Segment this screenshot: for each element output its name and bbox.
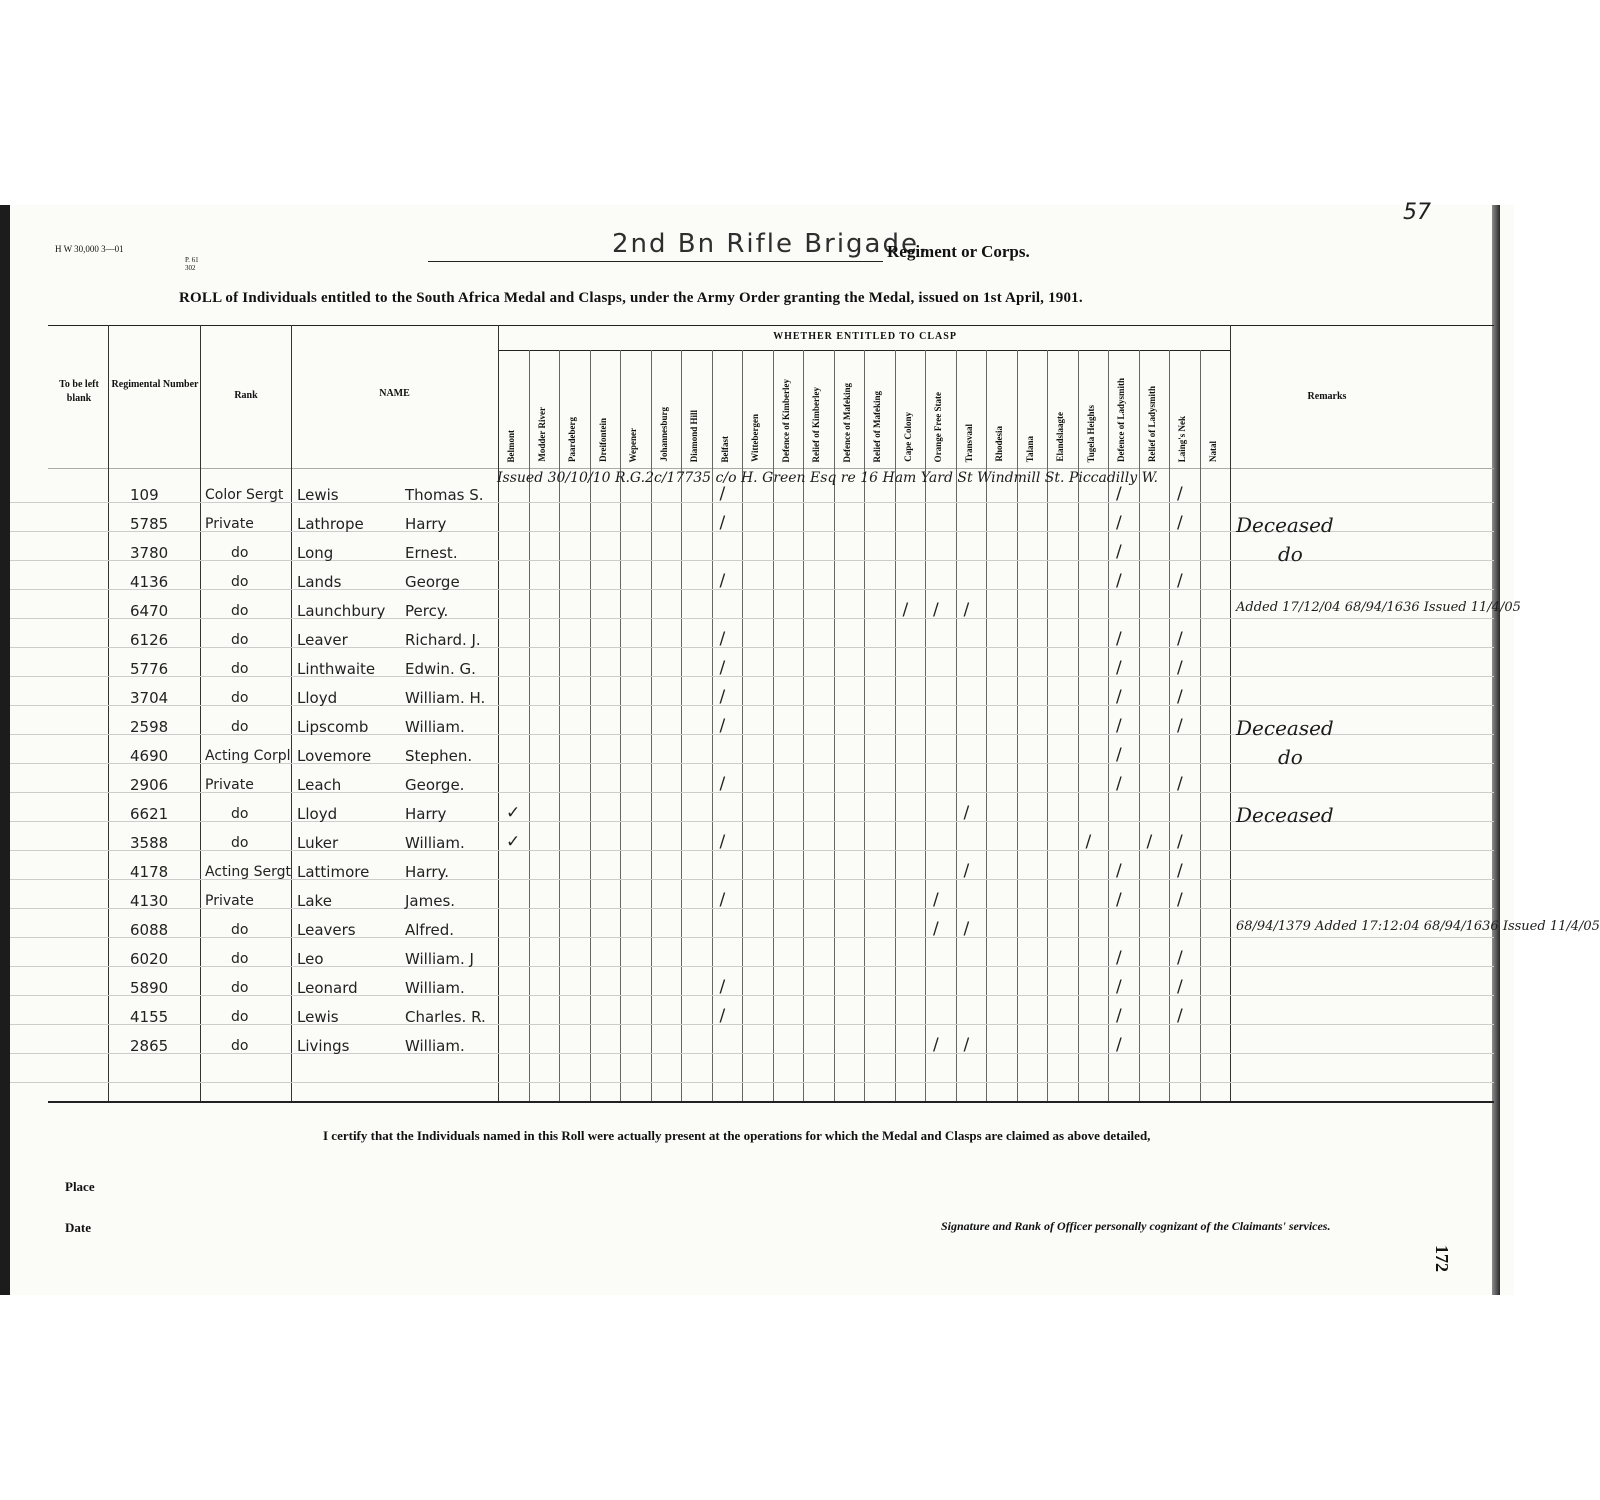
clasp-tick: / xyxy=(1146,832,1153,852)
header-name: NAME xyxy=(379,388,410,399)
rank: do xyxy=(231,603,249,619)
clasp-tick: / xyxy=(933,890,939,910)
clasp-tick: / xyxy=(1177,890,1183,910)
forename: William. xyxy=(405,979,465,997)
regiment-label: Regiment or Corps. xyxy=(887,242,1030,261)
clasp-tick: / xyxy=(1177,861,1183,881)
surname: Lewis xyxy=(297,1008,339,1026)
clasp-divider xyxy=(590,350,591,1101)
surname: Lattimore xyxy=(297,863,370,881)
table-bottom-rule xyxy=(48,1101,1494,1103)
header-bottom-rule xyxy=(48,468,1494,469)
column-divider xyxy=(200,325,201,1101)
regiment-underline xyxy=(428,261,883,262)
clasp-tick: / xyxy=(1177,977,1183,997)
surname: Linthwaite xyxy=(297,660,376,678)
clasp-divider xyxy=(681,350,682,1101)
clasp-tick: / xyxy=(963,861,970,881)
clasp-tick: / xyxy=(719,716,726,736)
clasp-divider xyxy=(773,350,774,1101)
regimental-number: 109 xyxy=(130,486,159,504)
clasp-header-tugela-heights: Tugela Heights xyxy=(1085,404,1096,462)
regimental-number: 6126 xyxy=(130,631,169,649)
clasp-tick: ✓ xyxy=(506,803,521,823)
rank: do xyxy=(231,632,249,648)
clasp-divider xyxy=(956,350,957,1101)
clasp-tick: / xyxy=(1177,948,1183,968)
clasp-divider xyxy=(895,350,896,1101)
surname: Luker xyxy=(297,834,339,852)
clasp-tick: / xyxy=(1116,629,1122,649)
clasp-divider xyxy=(1169,350,1170,1101)
remark: do xyxy=(1278,745,1303,769)
forename: George. xyxy=(405,776,465,794)
clasp-tick: / xyxy=(1177,658,1183,678)
certification-text: I certify that the Individuals named in this Roll were actually present at the operations for which the Medal and Clasps are claimed as above detailed, xyxy=(323,1128,1151,1143)
clasp-tick: / xyxy=(719,513,726,533)
clasp-tick: / xyxy=(719,658,726,678)
clasp-tick: / xyxy=(1116,687,1122,707)
clasp-tick: / xyxy=(719,687,726,707)
clasp-tick: / xyxy=(719,832,726,852)
surname: Lathrope xyxy=(297,515,364,533)
remark: Deceased xyxy=(1236,803,1334,827)
column-divider xyxy=(498,325,499,1101)
regimental-number: 5776 xyxy=(130,660,169,678)
remark: Deceased xyxy=(1236,716,1334,740)
forename: Charles. R. xyxy=(405,1008,486,1026)
regimental-number: 4155 xyxy=(130,1008,169,1026)
rank: Private xyxy=(205,777,254,793)
rank: Acting Sergt xyxy=(205,864,292,880)
surname: Lloyd xyxy=(297,689,338,707)
issued-note: Issued 30/10/10 R.G.2c/17735 c/o H. Green Esq re 16 Ham Yard St Windmill St. Piccadilly W. xyxy=(497,470,1158,486)
regimental-number: 3780 xyxy=(130,544,169,562)
column-divider xyxy=(291,325,292,1101)
surname: Lovemore xyxy=(297,747,372,765)
clasp-header-natal: Natal xyxy=(1207,441,1218,462)
clasp-header-relief-of-kimberley: Relief of Kimberley xyxy=(811,386,821,462)
clasp-tick: / xyxy=(1116,716,1122,736)
clasp-tick: / xyxy=(1116,890,1122,910)
clasp-tick: / xyxy=(719,571,726,591)
column-divider xyxy=(108,325,109,1101)
column-divider xyxy=(1230,325,1231,1101)
clasp-tick: / xyxy=(1116,774,1122,794)
surname: Livings xyxy=(297,1037,350,1055)
regiment-handwritten: 2nd Bn Rifle Brigade. xyxy=(612,229,930,259)
clasp-tick: / xyxy=(902,600,909,620)
regimental-number: 3704 xyxy=(130,689,169,707)
side-page-number: 172 xyxy=(1432,1245,1452,1272)
clasp-tick: / xyxy=(963,600,970,620)
header-remarks: Remarks xyxy=(1307,391,1347,402)
clasp-header-defence-of-mafeking: Defence of Mafeking xyxy=(841,382,852,462)
clasp-header-johannesburg: Johannesburg xyxy=(658,407,669,462)
regimental-number: 2906 xyxy=(130,776,169,794)
roll-title: ROLL of Individuals entitled to the South Africa Medal and Clasps, under the Army Order granting the Medal, issued on 1st April, 1901. xyxy=(179,290,1083,306)
forename: William. xyxy=(405,1037,465,1055)
clasp-divider xyxy=(803,350,804,1101)
clasp-tick: / xyxy=(1116,658,1122,678)
clasp-tick: / xyxy=(1116,1006,1122,1026)
forename: Stephen. xyxy=(405,747,473,765)
rank: do xyxy=(231,719,249,735)
clasp-tick: / xyxy=(1177,687,1183,707)
clasp-header-defence-of-ladysmith: Defence of Ladysmith xyxy=(1116,378,1126,462)
clasp-divider xyxy=(712,350,713,1101)
signature-label: Signature and Rank of Officer personally cognizant of the Claimants' services. xyxy=(941,1219,1331,1233)
clasp-tick: / xyxy=(1085,832,1092,852)
form-code-secondary: P. 61 302 xyxy=(185,256,199,272)
regimental-number: 4130 xyxy=(130,892,169,910)
clasp-tick: / xyxy=(719,629,726,649)
rank: do xyxy=(231,661,249,677)
forename: Alfred. xyxy=(405,921,455,939)
clasp-tick: / xyxy=(1177,513,1183,533)
regimental-number: 2598 xyxy=(130,718,169,736)
forename: Edwin. G. xyxy=(405,660,476,678)
clasp-tick: / xyxy=(1177,774,1183,794)
clasp-header-defence-of-kimberley: Defence of Kimberley xyxy=(780,378,791,462)
regimental-number: 4690 xyxy=(130,747,169,765)
surname: Lands xyxy=(297,573,342,591)
regimental-number: 4178 xyxy=(130,863,169,881)
clasp-tick: / xyxy=(1116,977,1122,997)
header-whether-entitled: WHETHER ENTITLED TO CLASP xyxy=(773,331,957,342)
clasp-header-transvaal: Transvaal xyxy=(963,423,974,462)
rank: do xyxy=(231,574,249,590)
clasp-tick: / xyxy=(719,484,726,504)
forename: George xyxy=(405,573,460,591)
forename: William. H. xyxy=(405,689,486,707)
clasp-divider xyxy=(1139,350,1140,1101)
clasp-header-diamond-hill: Diamond Hill xyxy=(689,409,699,462)
remark: Added 17/12/04 68/94/1636 Issued 11/4/05 xyxy=(1236,600,1521,615)
clasp-divider xyxy=(742,350,743,1101)
regimental-number: 6621 xyxy=(130,805,169,823)
rank: do xyxy=(231,980,249,996)
clasp-header-belmont: Belmont xyxy=(506,429,516,462)
clasp-header-belfast: Belfast xyxy=(719,435,730,462)
clasp-divider xyxy=(651,350,652,1101)
clasp-divider xyxy=(1078,350,1079,1101)
forename: Harry. xyxy=(405,863,450,881)
surname: Leo xyxy=(297,950,324,968)
rank: do xyxy=(231,1038,249,1054)
clasp-tick: / xyxy=(1116,513,1122,533)
page-mark: 57 xyxy=(1403,200,1431,225)
rank: Private xyxy=(205,893,254,909)
row-guide xyxy=(10,1082,1494,1083)
regimental-number: 2865 xyxy=(130,1037,169,1055)
regimental-number: 6470 xyxy=(130,602,169,620)
regimental-number: 5890 xyxy=(130,979,169,997)
clasp-tick: / xyxy=(1116,542,1122,562)
clasp-header-laing-s-nek: Laing's Nek xyxy=(1177,415,1187,462)
forename: Ernest. xyxy=(405,544,458,562)
rank: do xyxy=(231,1009,249,1025)
clasp-divider xyxy=(834,350,835,1101)
scan-edge-right xyxy=(1492,205,1500,1295)
clasp-tick: / xyxy=(933,919,939,939)
clasp-tick: / xyxy=(719,1006,726,1026)
forename: William. J xyxy=(405,950,474,968)
rank: do xyxy=(231,545,249,561)
surname: Leavers xyxy=(297,921,356,939)
clasp-header-paardeberg: Paardeberg xyxy=(567,417,577,462)
clasp-tick: / xyxy=(719,890,726,910)
remark: do xyxy=(1278,542,1303,566)
scan-edge-left xyxy=(0,205,10,1295)
clasp-tick: / xyxy=(1177,1006,1183,1026)
rank: Private xyxy=(205,516,254,532)
clasp-header-rhodesia: Rhodesia xyxy=(994,426,1004,462)
clasp-header-cape-colony: Cape Colony xyxy=(902,412,913,462)
rank: do xyxy=(231,806,249,822)
clasp-header-modder-river: Modder River xyxy=(536,407,547,462)
clasp-tick: / xyxy=(1116,745,1122,765)
clasp-divider xyxy=(559,350,560,1101)
rank: do xyxy=(231,835,249,851)
clasp-tick: / xyxy=(1116,861,1122,881)
forename: James. xyxy=(405,892,456,910)
rank: do xyxy=(231,922,249,938)
clasp-tick: / xyxy=(1177,484,1183,504)
clasp-tick: / xyxy=(1116,484,1122,504)
clasp-divider xyxy=(925,350,926,1101)
header-to-be-left: To be left blank xyxy=(59,379,99,404)
surname: Launchbury xyxy=(297,602,386,620)
forename: William. xyxy=(405,834,465,852)
place-label: Place xyxy=(65,1179,95,1194)
forename: Richard. J. xyxy=(405,631,481,649)
regimental-number: 4136 xyxy=(130,573,169,591)
clasp-header-relief-of-mafeking: Relief of Mafeking xyxy=(872,390,882,462)
surname: Leonard xyxy=(297,979,358,997)
clasp-tick: / xyxy=(963,803,970,823)
remark: 68/94/1379 Added 17:12:04 68/94/1636 Issued 11/4/05 xyxy=(1236,919,1600,934)
clasp-tick: / xyxy=(1177,629,1183,649)
clasp-divider xyxy=(1017,350,1018,1101)
clasp-divider xyxy=(1200,350,1201,1101)
surname: Leach xyxy=(297,776,342,794)
clasp-tick: / xyxy=(933,1035,939,1055)
clasp-header-talana: Talana xyxy=(1024,435,1035,462)
regimental-number: 3588 xyxy=(130,834,169,852)
date-label: Date xyxy=(65,1220,91,1235)
clasp-divider xyxy=(986,350,987,1101)
clasp-tick: / xyxy=(1177,571,1183,591)
header-rank: Rank xyxy=(234,390,258,401)
clasp-tick: / xyxy=(963,919,970,939)
form-code: H W 30,000 3—01 xyxy=(55,244,124,254)
remark: Deceased xyxy=(1236,513,1334,537)
forename: Thomas S. xyxy=(405,486,484,504)
surname: Lake xyxy=(297,892,332,910)
clasp-tick: / xyxy=(1116,571,1122,591)
clasp-divider xyxy=(1047,350,1048,1101)
clasp-tick: / xyxy=(1116,948,1122,968)
surname: Lipscomb xyxy=(297,718,369,736)
clasp-tick: / xyxy=(1177,832,1183,852)
clasp-divider xyxy=(1108,350,1109,1101)
rank: Color Sergt xyxy=(205,487,284,503)
clasp-tick: / xyxy=(719,774,726,794)
clasp-divider xyxy=(529,350,530,1101)
rank: do xyxy=(231,951,249,967)
surname: Leaver xyxy=(297,631,348,649)
clasp-header-orange-free-state: Orange Free State xyxy=(933,391,943,462)
clasp-header-wepener: Wepener xyxy=(628,427,638,462)
clasp-divider xyxy=(620,350,621,1101)
clasp-tick: / xyxy=(1177,716,1183,736)
clasp-divider xyxy=(864,350,865,1101)
rank: Acting Corpl xyxy=(205,748,291,764)
clasp-header-wittebergen: Wittebergen xyxy=(750,414,760,462)
forename: Harry xyxy=(405,515,447,533)
regimental-number: 6088 xyxy=(130,921,169,939)
forename: Harry xyxy=(405,805,447,823)
forename: William. xyxy=(405,718,465,736)
forename: Percy. xyxy=(405,602,449,620)
rank: do xyxy=(231,690,249,706)
regimental-number: 6020 xyxy=(130,950,169,968)
clasp-tick: ✓ xyxy=(506,832,521,852)
clasp-header-elandslaagte: Elandslaagte xyxy=(1055,412,1065,462)
table-top-rule xyxy=(48,325,1494,326)
surname: Lloyd xyxy=(297,805,338,823)
clasp-tick: / xyxy=(933,600,939,620)
clasp-tick: / xyxy=(1116,1035,1122,1055)
clasp-header-dreifontein: Dreifontein xyxy=(597,418,608,462)
surname: Lewis xyxy=(297,486,339,504)
regimental-number: 5785 xyxy=(130,515,169,533)
clasp-tick: / xyxy=(963,1035,970,1055)
header-regimental-number: Regimental Number xyxy=(111,379,199,390)
clasp-tick: / xyxy=(719,977,726,997)
surname: Long xyxy=(297,544,334,562)
clasp-header-relief-of-ladysmith: Relief of Ladysmith xyxy=(1146,386,1157,462)
